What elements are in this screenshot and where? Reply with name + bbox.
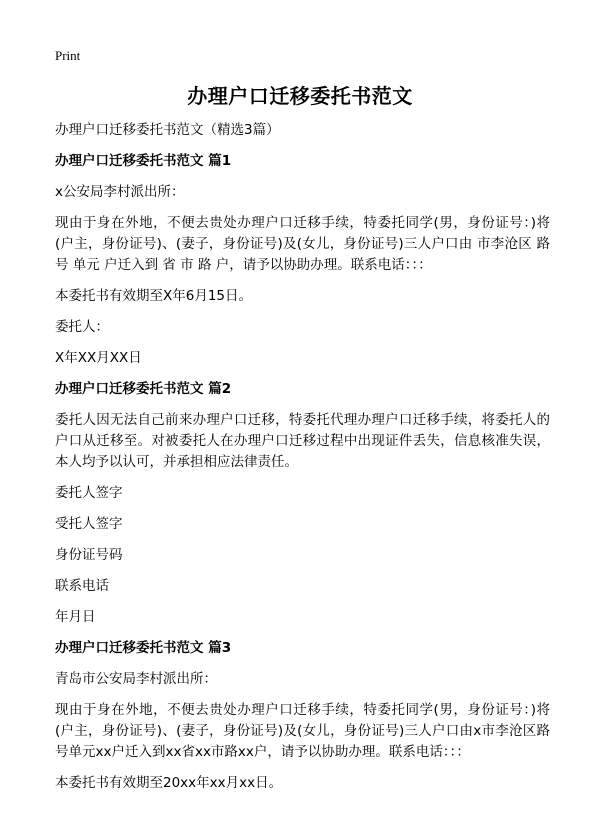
document-subtitle: 办理户口迁移委托书范文（精选3篇） [55,122,280,138]
body-paragraph: 现由于身在外地，不便去贵处办理户口迁移手续，特委托同学(男，身份证号：)将(户主，身份证号)、(妻子，身份证号)及(女儿，身份证号)三人户口由x市李沧区路号单元xx户迁入到xx省xx市路xx户，请予以协助办理。联系电话：：： [55,702,550,760]
date-line: X年XX月XX日 [55,350,142,366]
section-heading: 办理户口迁移委托书范文 篇3 [55,640,232,656]
phone-line: 联系电话 [55,578,109,594]
signature-line: 委托人签字 [55,485,123,501]
section-3 [55,638,550,794]
id-number-line: 身份证号码 [55,547,123,563]
document-title: 办理户口迁移委托书范文 [187,84,413,108]
section-heading: 办理户口迁移委托书范文 篇1 [55,153,232,169]
signature-line: 受托人签字 [55,516,123,532]
addressee: x公安局李村派出所： [55,184,185,200]
section-2 [55,379,550,628]
principal-line: 委托人： [55,319,109,335]
addressee: 青岛市公安局李村派出所： [55,671,217,687]
section-1 [55,151,550,369]
body-paragraph: 现由于身在外地，不便去贵处办理户口迁移手续，特委托同学(男，身份证号：)将(户主，身份证号)、(妻子，身份证号)及(女儿，身份证号)三人户口由 市李沧区 路 号 单元 户迁入到 省 市 路 户，请予以协助办理。联系电话：：： [55,215,550,273]
section-heading: 办理户口迁移委托书范文 篇2 [55,381,232,397]
document-body [55,120,550,804]
date-line: 年月日 [55,609,96,625]
validity-line: 本委托书有效期至X年6月15日。 [55,288,253,304]
validity-line: 本委托书有效期至20xx年xx月xx日。 [55,775,283,791]
body-paragraph: 委托人因无法自己前来办理户口迁移，特委托代理办理户口迁移手续，将委托人的户口从迁移至。对被委托人在办理户口迁移过程中出现证件丢失，信息核准失误，本人均予以认可，并承担相应法律责任。 [55,412,550,470]
print-link[interactable]: Print [55,48,81,63]
